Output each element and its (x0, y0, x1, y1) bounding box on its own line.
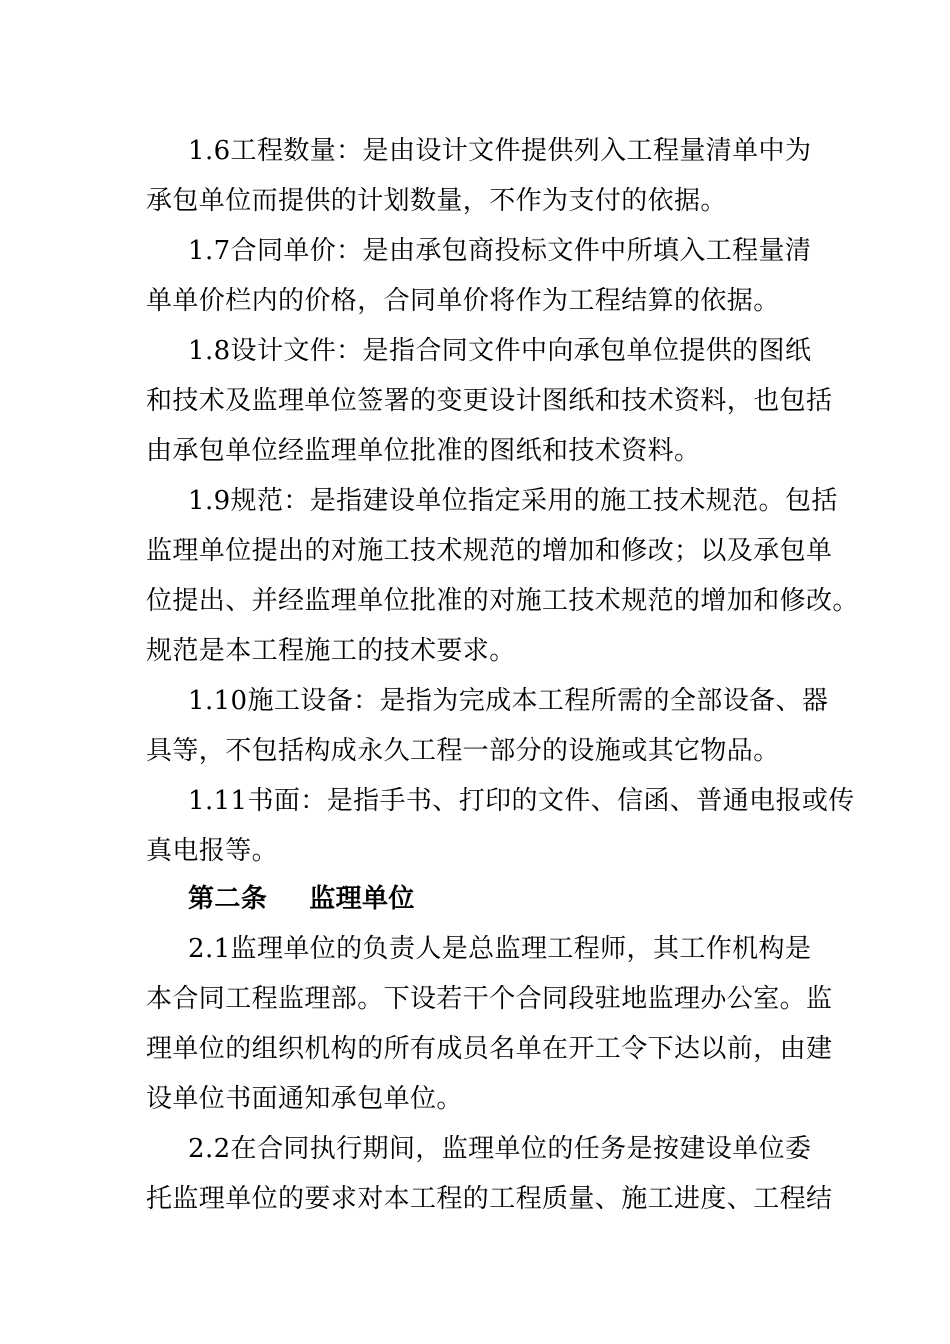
paragraph-line: 1.6工程数量：是由设计文件提供列入工程量清单中为 (188, 136, 812, 166)
paragraph-line: 监理单位提出的对施工技术规范的增加和修改；以及承包单 (146, 536, 833, 566)
paragraph-line: 1.11书面：是指手书、打印的文件、信函、普通电报或传 (188, 786, 855, 816)
paragraph-line: 由承包单位经监理单位批准的图纸和技术资料。 (146, 436, 701, 466)
paragraph-line: 1.8设计文件：是指合同文件中向承包单位提供的图纸 (188, 336, 812, 366)
paragraph-line: 规范是本工程施工的技术要求。 (146, 636, 516, 666)
paragraph-line: 具等，不包括构成永久工程一部分的设施或其它物品。 (146, 736, 780, 766)
paragraph-line: 单单价栏内的价格，合同单价将作为工程结算的依据。 (146, 286, 780, 316)
section-number: 第二条 (188, 884, 268, 914)
section-heading (188, 882, 415, 916)
paragraph-line: 和技术及监理单位签署的变更设计图纸和技术资料，也包括 (146, 386, 833, 416)
paragraph-line: 2.1监理单位的负责人是总监理工程师，其工作机构是 (188, 934, 812, 964)
paragraph-line: 位提出、并经监理单位批准的对施工技术规范的增加和修改。 (146, 586, 859, 616)
paragraph-line: 理单位的组织机构的所有成员名单在开工令下达以前，由建 (146, 1034, 833, 1064)
paragraph-line: 2.2在合同执行期间，监理单位的任务是按建设单位委 (188, 1134, 812, 1164)
paragraph-line: 1.7合同单价：是由承包商投标文件中所填入工程量清 (188, 236, 812, 266)
paragraph-line: 承包单位而提供的计划数量，不作为支付的依据。 (146, 186, 727, 216)
paragraph-line: 1.10施工设备：是指为完成本工程所需的全部设备、器 (188, 686, 829, 716)
paragraph-line: 托监理单位的要求对本工程的工程质量、施工进度、工程结 (146, 1184, 833, 1214)
section-title: 监理单位 (309, 884, 415, 914)
paragraph-line: 真电报等。 (146, 836, 279, 866)
paragraph-line: 本合同工程监理部。下设若干个合同段驻地监理办公室。监 (146, 984, 833, 1014)
paragraph-line: 1.9规范：是指建设单位指定采用的施工技术规范。包括 (188, 486, 838, 516)
paragraph-line: 设单位书面通知承包单位。 (146, 1084, 463, 1114)
